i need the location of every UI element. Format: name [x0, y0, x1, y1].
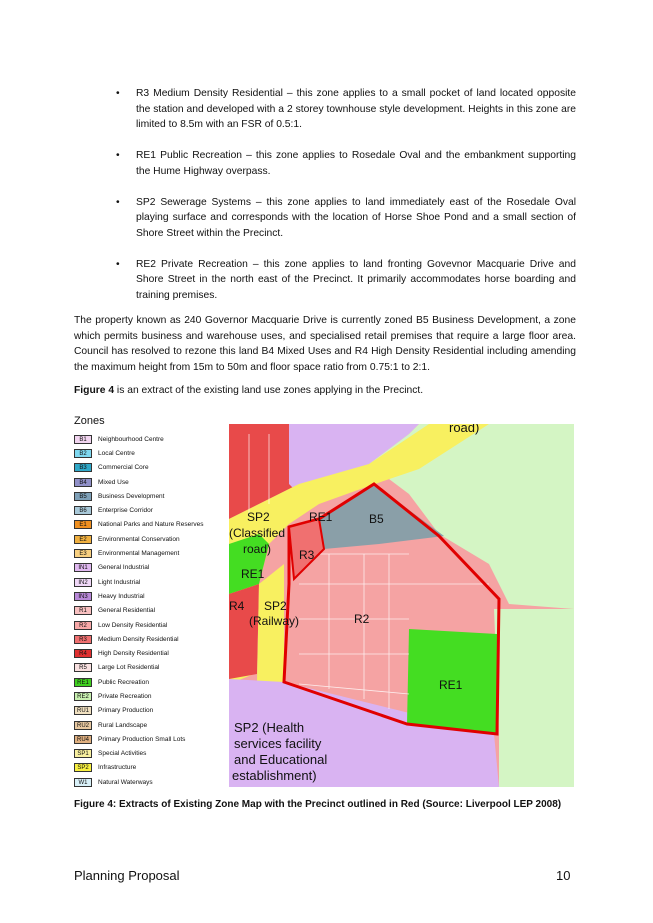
- legend-swatch: E2: [74, 535, 92, 544]
- legend-label: Enterprise Corridor: [98, 507, 153, 515]
- legend-label: Primary Production Small Lots: [98, 735, 186, 743]
- legend-swatch: R4: [74, 649, 92, 658]
- legend-item-b5: [74, 489, 224, 503]
- bullet-text: RE2 Private Recreation – this zone applies to land fronting Govevnor Macquarie Drive and Shore Street in the north east of the Precinct. It primarily accommodates horse boarding and training premises.: [136, 258, 576, 301]
- legend-item-ru1: [74, 704, 224, 718]
- legend-item-r1: [74, 604, 224, 618]
- map-label-re1-top: RE1: [309, 510, 333, 524]
- legend-item-r5: [74, 661, 224, 675]
- legend-item-r4: [74, 646, 224, 660]
- footer-title: Planning Proposal: [74, 868, 180, 883]
- legend-swatch: RU1: [74, 706, 92, 715]
- legend-item-b2: [74, 446, 224, 460]
- bullet-dot: •: [116, 258, 120, 270]
- zone-map-svg: [229, 424, 574, 787]
- legend-item-e2: [74, 532, 224, 546]
- footer-page-number: 10: [556, 868, 571, 883]
- paragraph-figure-ref: [74, 383, 576, 399]
- legend-item-in1: [74, 561, 224, 575]
- legend-item-e3: [74, 546, 224, 560]
- legend-swatch: E3: [74, 549, 92, 558]
- map-label-sp2-health: SP2 (Health: [234, 720, 305, 735]
- legend-swatch: RE1: [74, 678, 92, 687]
- legend-label: Special Activities: [98, 750, 147, 758]
- legend-label: Local Centre: [98, 449, 135, 457]
- legend-swatch: E1: [74, 520, 92, 529]
- legend-rows: [74, 432, 224, 789]
- map-label-health-services: services facility: [234, 736, 322, 751]
- map-label-classified: (Classified: [229, 526, 286, 540]
- legend-swatch: B5: [74, 492, 92, 501]
- legend-swatch: W1: [74, 778, 92, 787]
- map-label-r3: R3: [299, 548, 315, 562]
- legend-item-b4: [74, 475, 224, 489]
- figure-ref-bold: Figure 4: [74, 385, 115, 396]
- legend-swatch: B3: [74, 463, 92, 472]
- map-label-sp2-classified: SP2: [247, 510, 270, 524]
- legend-label: Low Density Residential: [98, 621, 168, 629]
- legend-label: Private Recreation: [98, 692, 152, 700]
- zone-legend: [74, 415, 224, 789]
- map-label-r4: R4: [229, 599, 245, 613]
- legend-swatch: R5: [74, 663, 92, 672]
- map-label-health-establishment: establishment): [232, 768, 317, 783]
- legend-item-re2: [74, 689, 224, 703]
- map-label-r2: R2: [354, 612, 370, 626]
- map-label-health-educational: and Educational: [234, 752, 328, 767]
- legend-label: Public Recreation: [98, 678, 149, 686]
- legend-label: Infrastructure: [98, 764, 137, 772]
- legend-swatch: B6: [74, 506, 92, 515]
- bullet-dot: •: [116, 196, 120, 208]
- legend-label: Medium Density Residential: [98, 635, 179, 643]
- legend-item-in2: [74, 575, 224, 589]
- map-label-sp2-railway: SP2: [264, 599, 287, 613]
- legend-item-re1: [74, 675, 224, 689]
- legend-label: Mixed Use: [98, 478, 129, 486]
- legend-swatch: RU4: [74, 735, 92, 744]
- legend-label: General Residential: [98, 607, 156, 615]
- legend-label: Business Development: [98, 492, 165, 500]
- map-label-road: road): [243, 542, 272, 556]
- legend-label: Environmental Management: [98, 550, 180, 558]
- paragraph-property: The property known as 240 Governor Macquarie Drive is currently zoned B5 Business Development, a zone which permits business and warehouse uses, and specialised retail premises that require a large floor area. Council has resolved to rezone this land B4 Mixed Uses and R4 High Density Residential including amending the maximum height from 15m to 50m and floor space ratio from 0.75:1 to 2:1.: [74, 315, 576, 373]
- legend-item-ru4: [74, 732, 224, 746]
- legend-swatch: SP1: [74, 749, 92, 758]
- legend-label: Primary Production: [98, 707, 154, 715]
- bullet-text: SP2 Sewerage Systems – this zone applies to land immediately east of the Rosedale Oval playing surface and corresponds with the location of Horse Shoe Pond and a small section of Shore Street within the Precinct.: [136, 196, 576, 239]
- map-label-re1-main: RE1: [439, 678, 463, 692]
- legend-item-r3: [74, 632, 224, 646]
- zone-map: [229, 424, 574, 787]
- legend-label: Light Industrial: [98, 578, 141, 586]
- map-re2-east: [494, 609, 574, 787]
- legend-item-e1: [74, 518, 224, 532]
- legend-swatch: RE2: [74, 692, 92, 701]
- map-label-b5: B5: [369, 512, 384, 526]
- bullet-re1: [116, 148, 576, 179]
- map-label-road-top: road): [449, 424, 480, 435]
- legend-item-w1: [74, 775, 224, 789]
- bullet-r3: [116, 86, 576, 133]
- map-label-re1-left: RE1: [241, 567, 265, 581]
- legend-swatch: IN3: [74, 592, 92, 601]
- legend-item-sp1: [74, 747, 224, 761]
- bullet-dot: •: [116, 88, 120, 99]
- legend-label: Large Lot Residential: [98, 664, 160, 672]
- legend-label: Natural Waterways: [98, 778, 153, 786]
- legend-title: Zones: [74, 415, 105, 427]
- legend-swatch: RU2: [74, 721, 92, 730]
- legend-label: National Parks and Nature Reserves: [98, 521, 204, 529]
- zone-bullet-list: [116, 86, 576, 319]
- bullet-text: R3 Medium Density Residential – this zone applies to a small pocket of land located opposite the station and developed with a 2 storey townhouse style development. Heights in this zone are limited to 8.5m with an FSR of 0.5:1.: [136, 88, 576, 130]
- legend-item-b6: [74, 503, 224, 517]
- legend-item-b3: [74, 461, 224, 475]
- bullet-dot: •: [116, 150, 120, 161]
- legend-label: Heavy Industrial: [98, 592, 145, 600]
- legend-label: Rural Landscape: [98, 721, 148, 729]
- figure-ref-text: is an extract of the existing land use zones applying in the Precinct.: [114, 385, 424, 396]
- map-label-railway: (Railway): [249, 614, 300, 628]
- legend-label: General Industrial: [98, 564, 150, 572]
- legend-item-b1: [74, 432, 224, 446]
- bullet-re2: [116, 257, 576, 304]
- legend-item-in3: [74, 589, 224, 603]
- legend-label: Neighbourhood Centre: [98, 435, 164, 443]
- legend-label: High Density Residential: [98, 650, 169, 658]
- legend-item-r2: [74, 618, 224, 632]
- legend-swatch: IN1: [74, 563, 92, 572]
- legend-label: Commercial Core: [98, 464, 149, 472]
- bullet-sp2: [116, 195, 576, 242]
- legend-swatch: B1: [74, 435, 92, 444]
- legend-label: Environmental Conservation: [98, 535, 180, 543]
- legend-swatch: R2: [74, 621, 92, 630]
- legend-swatch: IN2: [74, 578, 92, 587]
- legend-swatch: B2: [74, 449, 92, 458]
- legend-item-sp2: [74, 761, 224, 775]
- legend-item-ru2: [74, 718, 224, 732]
- legend-swatch: SP2: [74, 763, 92, 772]
- bullet-text: RE1 Public Recreation – this zone applies to Rosedale Oval and the embankment supporting the Hume Highway overpass.: [136, 150, 576, 177]
- legend-swatch: R3: [74, 635, 92, 644]
- legend-swatch: R1: [74, 606, 92, 615]
- figure-caption: Figure 4: Extracts of Existing Zone Map with the Precinct outlined in Red (Source: Liverpool LEP 2008): [74, 799, 562, 810]
- legend-swatch: B4: [74, 478, 92, 487]
